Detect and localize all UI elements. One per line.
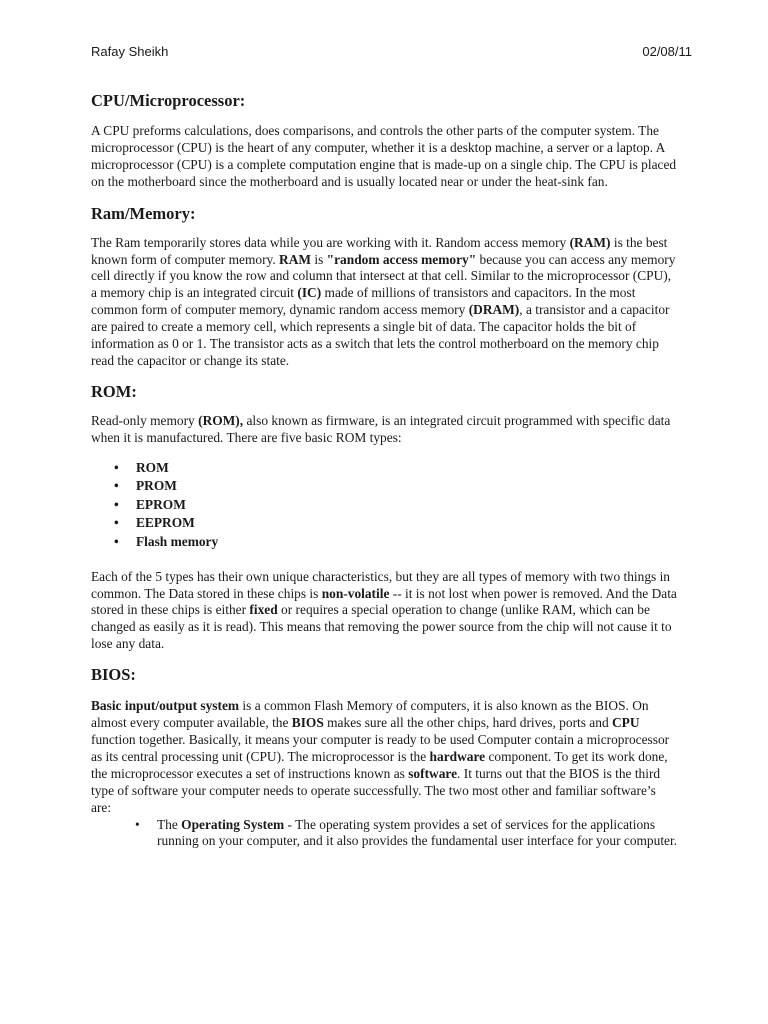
bios-bold-3: CPU bbox=[612, 715, 640, 731]
bios-bold-4: hardware bbox=[429, 748, 486, 764]
ram-bold-5: (DRAM) bbox=[468, 302, 520, 318]
types-text-1: Each of the 5 types has their own unique characteristics, but they are all types of memory with two things in common. The Data stored in these chips is bbox=[91, 568, 670, 601]
bios-paragraph bbox=[91, 698, 678, 816]
bios-bold-5: software bbox=[408, 765, 458, 781]
ram-paragraph bbox=[91, 235, 678, 370]
os-description: - The operating system provides a set of services for the applications running on your computer, and it also provides the fundamental user interface for your computer. bbox=[157, 816, 678, 849]
bios-bold-1: Basic input/output system bbox=[91, 698, 240, 714]
bios-bold-2: BIOS bbox=[291, 715, 324, 731]
ram-bold-4: (IC) bbox=[297, 285, 322, 301]
os-prefix: The bbox=[157, 816, 182, 832]
list-item: • Flash memory bbox=[114, 533, 678, 552]
rom-heading: ROM: bbox=[91, 381, 137, 401]
bios-heading: BIOS: bbox=[91, 665, 136, 685]
rom-types-list bbox=[91, 459, 678, 552]
bios-text-2: makes sure all the other chips, hard drives, ports and bbox=[323, 715, 612, 731]
ram-text-1: The Ram temporarily stores data while you are working with it. Random access memory bbox=[91, 234, 570, 250]
rom-text-2: also known as firmware, is an integrated circuit programmed with specific data when it is manufactured. There are five basic ROM types: bbox=[91, 412, 671, 445]
cpu-heading: CPU/Microprocessor: bbox=[91, 91, 246, 110]
list-item: • PROM bbox=[114, 477, 678, 496]
types-bold-2: fixed bbox=[249, 602, 278, 618]
list-item bbox=[135, 817, 678, 851]
ram-text-3: is bbox=[311, 251, 327, 267]
types-bold-1: non-volatile bbox=[321, 585, 390, 601]
ram-heading: Ram/Memory: bbox=[91, 203, 196, 223]
os-term: Operating System bbox=[181, 816, 285, 832]
ram-text-6: , a transistor and a capacitor are paired to create a memory cell, which represents a single bit of data. The capacitor holds the bit of information as 0 or 1. The transistor acts as a switch that lets the control motherboard on the memory chip read the capacitor or change its state. bbox=[91, 302, 670, 368]
cpu-paragraph: A CPU preforms calculations, does comparisons, and controls the other parts of the computer system. The microprocessor (CPU) is the heart of any computer, whether it is a desktop machine, a server or a laptop. A microprocessor (CPU) is a complete computation engine that is made-up on a single chip. The CPU is placed on the motherboard since the motherboard and is usually located near or under the heat-sink fan. bbox=[91, 123, 677, 189]
rom-text-1: Read-only memory bbox=[91, 412, 199, 428]
ram-text-4: because you can access any memory cell directly if you know the row and column that intersect at that cell. Similar to the microprocessor (CPU), a memory chip is an integrated circuit bbox=[91, 251, 676, 301]
rom-bold-1: (ROM), bbox=[198, 412, 244, 428]
rom-paragraph bbox=[91, 413, 678, 447]
types-text-3: or requires a special operation to change (unlike RAM, which can be changed as easily as it is read). This means that removing the power source from the chip will not cause it to lose any data. bbox=[91, 602, 672, 652]
bios-text-3: function together. Basically, it means your computer is ready to be used Computer contain a microprocessor as its central processing unit (CPU). The microprocessor is the bbox=[91, 732, 670, 764]
bios-text-1: is a common Flash Memory of computers, it is also known as the BIOS. On almost every computer available, the bbox=[91, 698, 649, 731]
document-date: 02/08/11 bbox=[642, 44, 692, 59]
author-name: Rafay Sheikh bbox=[91, 44, 169, 59]
bios-text-5: . It turns out that the BIOS is the third type of software your computer needs to operate successfully. The two most other and familiar software’s are: bbox=[91, 765, 661, 815]
software-list bbox=[91, 817, 678, 851]
list-item: • EEPROM bbox=[114, 514, 678, 533]
rom-types-paragraph bbox=[91, 569, 678, 654]
ram-bold-1: (RAM) bbox=[569, 234, 611, 250]
bios-text-4: component. To get its work done, the microprocessor executes a set of instructions known as bbox=[91, 748, 668, 781]
ram-text-2: is the best known form of computer memory. bbox=[91, 234, 668, 267]
ram-bold-2: RAM bbox=[279, 251, 312, 267]
types-text-2: -- it is not lost when power is removed. And the Data stored in these chips is either bbox=[91, 585, 677, 618]
list-item: • EPROM bbox=[114, 496, 678, 515]
page-header bbox=[91, 0, 692, 62]
ram-text-5: made of millions of transistors and capacitors. In the most common form of computer memory, dynamic random access memory bbox=[91, 285, 636, 318]
list-item: • ROM bbox=[114, 459, 678, 478]
ram-bold-3: "random access memory" bbox=[326, 251, 477, 267]
